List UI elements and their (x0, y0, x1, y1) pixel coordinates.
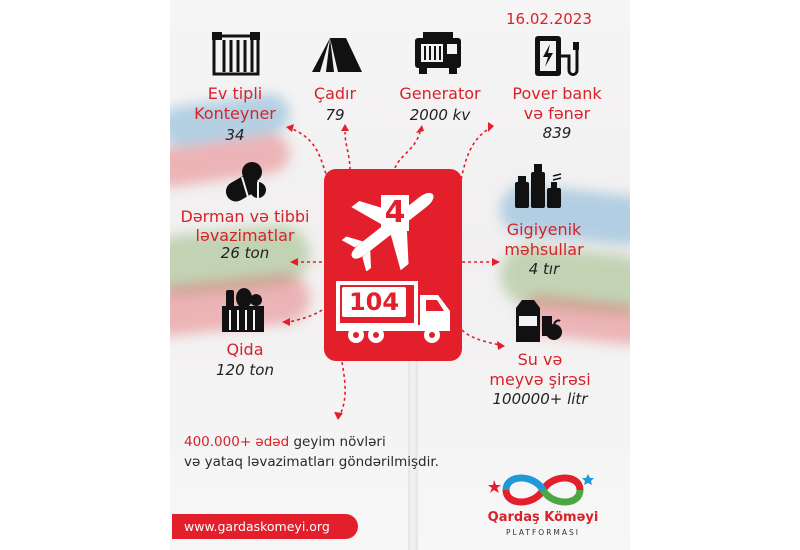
clothing-note-line1-rest: geyim növləri (289, 434, 386, 450)
hygiene-value: 4 tır (528, 260, 560, 278)
brand-name: Qardaş Köməyi (487, 510, 599, 525)
container-icon (212, 30, 260, 76)
medicine-value: 26 ton (220, 244, 270, 262)
date-label: 16.02.2023 (506, 10, 592, 28)
clothing-count: 400.000+ ədəd (184, 434, 290, 450)
medicine-label-1: Dərman və tibbi (180, 207, 310, 226)
tent-label: Çadır (313, 84, 357, 103)
hygiene-icon (513, 162, 563, 210)
clothing-note (184, 432, 439, 472)
transport-summary-box (324, 169, 462, 361)
tent-value: 79 (325, 106, 345, 124)
food-bag-icon (218, 284, 268, 334)
generator-label: Generator (399, 84, 481, 103)
truck-count: 104 (342, 287, 406, 317)
generator-icon (413, 30, 463, 76)
infographic-poster (170, 0, 630, 550)
container-label-1: Ev tipli (207, 84, 263, 103)
clothing-note-line1 (184, 432, 439, 452)
container-label-2: Konteyner (194, 104, 276, 123)
hygiene-label-2: məhsullar (504, 240, 584, 259)
tent-icon (308, 34, 364, 74)
juice-icon (514, 298, 562, 344)
powerbank-label-2: və fənər (523, 104, 591, 123)
brand-logo-icon (488, 466, 598, 510)
brand-subtitle: PLATFORMASI (505, 528, 580, 537)
powerbank-label-1: Pover bank (512, 84, 602, 103)
food-label: Qida (226, 340, 264, 359)
container-value: 34 (225, 126, 245, 144)
plane-count: 4 (381, 195, 409, 231)
clothing-note-line2: və yataq ləvazimatları göndərilmişdir. (184, 454, 439, 470)
generator-value: 2000 kv (409, 106, 471, 124)
pills-icon (222, 160, 268, 202)
juice-label-1: Su və (517, 350, 563, 369)
powerbank-value: 839 (542, 124, 572, 142)
powerbank-icon (533, 34, 579, 80)
juice-value: 100000+ litr (492, 390, 588, 408)
food-value: 120 ton (216, 361, 274, 379)
hygiene-label-1: Gigiyenik (506, 220, 582, 239)
medicine-label-2: ləvazimatlar (195, 226, 295, 245)
juice-label-2: meyvə şirəsi (489, 370, 591, 389)
website-link[interactable]: www.gardaskomeyi.org (172, 514, 358, 539)
